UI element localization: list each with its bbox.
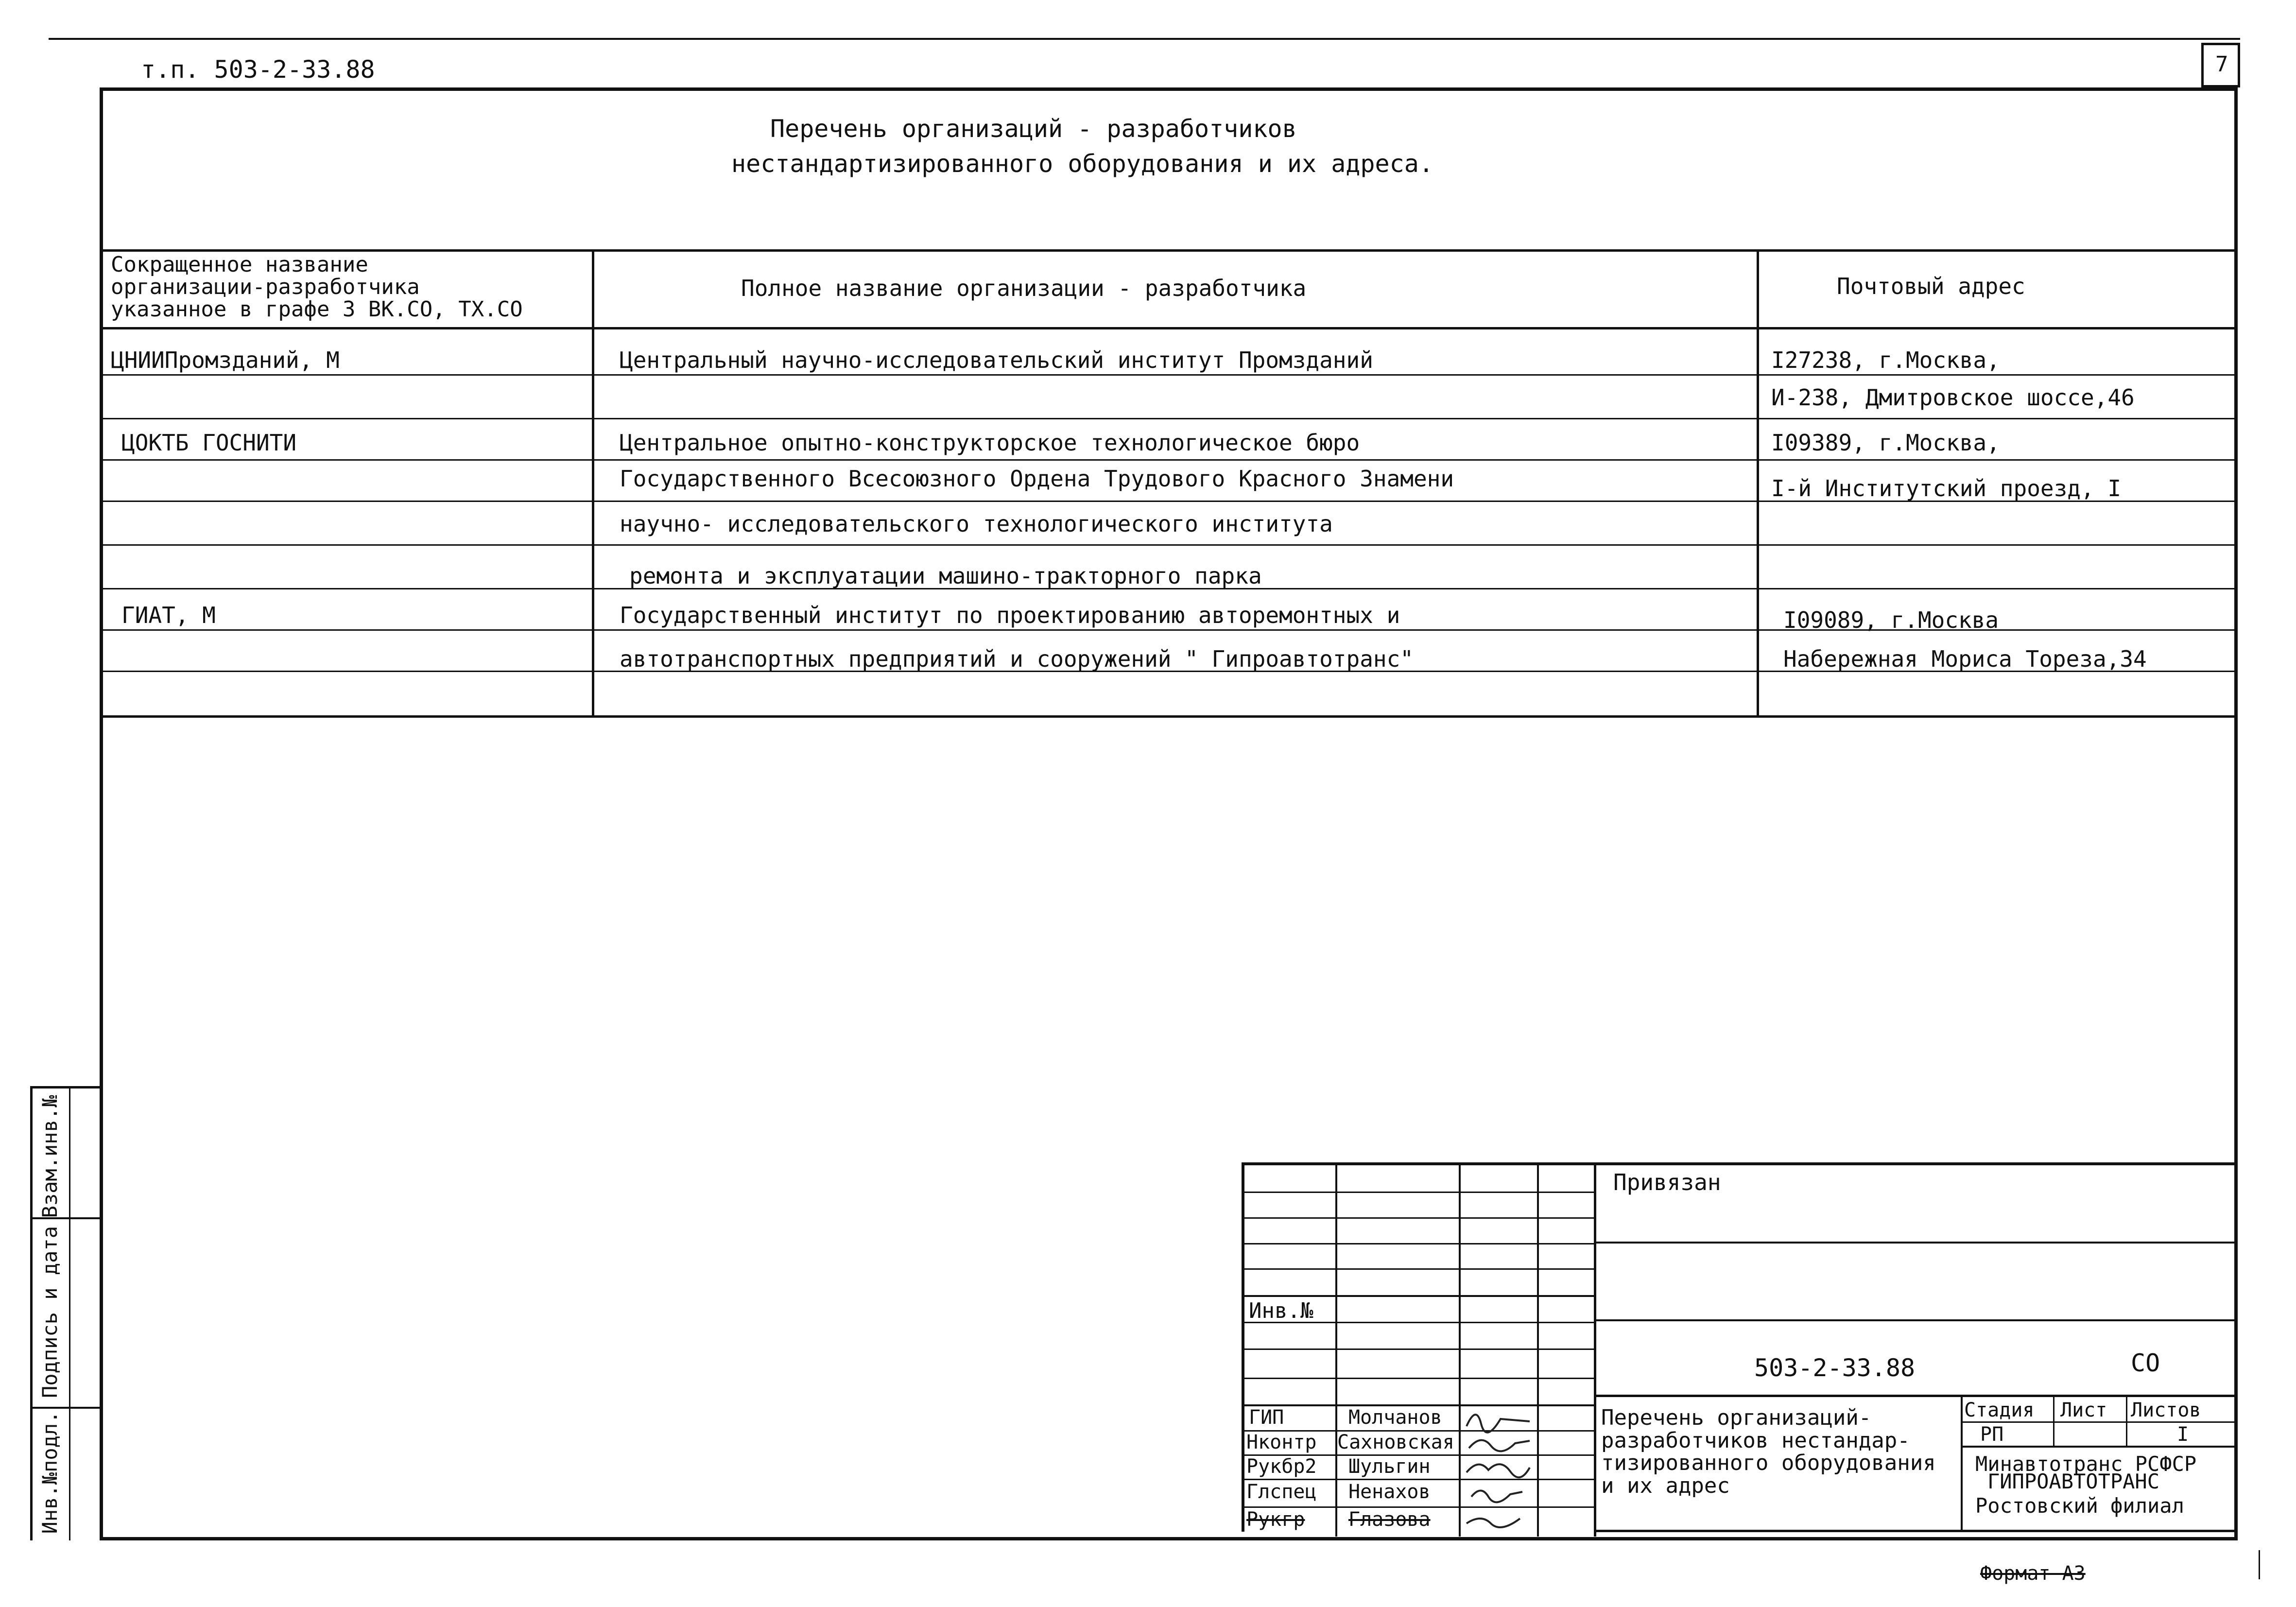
description-line: и их адрес [1601,1473,1730,1498]
tb-row-line [1242,1479,1594,1480]
row-2-address: И-238, Дмитровское шоссе,46 [1771,384,2135,411]
document-code: т.п. 503-2-33.88 [141,55,375,84]
row-3-short: ЦОКТБ ГОСНИТИ [121,430,297,456]
role-gip: ГИП [1249,1406,1284,1429]
tb-vertical-main [1594,1162,1596,1537]
role-rukgr: Рукгр [1246,1508,1305,1531]
org-line-3: Ростовский филиал [1975,1494,2184,1518]
side-stamp-divider [30,1407,100,1409]
tb-row-line [1242,1243,1594,1244]
row-7-full: Государственный институт по проектированию авторемонтных и [620,602,1400,628]
header-short-line: Сокращенное название [111,252,368,277]
row-line [100,459,2238,461]
row-4-address: I-й Институтский проезд, I [1771,475,2122,501]
tb-row-line [1242,1217,1594,1219]
stage-value: РП [1980,1423,2004,1446]
row-3-full: Центральное опытно-конструкторское технологическое бюро [620,430,1360,456]
side-label-inventory: Инв.№подл. [38,1411,62,1534]
tb-right-line [1594,1395,2238,1397]
doc-code: 503-2-33.88 [1754,1354,1916,1382]
tb-row-line [1242,1295,1594,1297]
row-line [100,544,2238,546]
stage-box-divider [2053,1395,2054,1446]
sheet-header: Лист [2060,1399,2107,1421]
top-rule [49,38,2240,40]
description-line: тизированного оборудования [1601,1451,1936,1476]
sheets-header: Листов [2131,1399,2201,1421]
name-rukbr: Шульгин [1348,1455,1431,1478]
sheet-number: 7 [2215,52,2228,77]
header-short-line: указанное в графе 3 ВК.СО, ТХ.СО [111,297,523,322]
signatures-graphic [1462,1400,1535,1531]
header-full-name: Полное название организации - разработчика [741,275,1307,301]
row-6-full: ремонта и эксплуатации машино-тракторного парка [629,563,1262,589]
stage-box-line [1961,1446,2238,1448]
title-line-1: Перечень организаций - разработчиков [770,115,1297,143]
bound-label: Привязан [1613,1169,1721,1195]
org-line-1: Минавтотранс РСФСР [1975,1452,2197,1476]
name-gip: Молчанов [1348,1406,1442,1429]
row-5-full: научно- исследовательского технологического института [620,511,1333,537]
doc-mark: СО [2131,1349,2160,1377]
margin-tick [2259,1550,2260,1579]
doc-description [1601,1407,1936,1498]
tb-right-line [1594,1319,2238,1321]
row-8-address: Набережная Мориса Тореза,34 [1783,646,2147,672]
description-line: Перечень организаций- [1601,1405,1872,1430]
header-short-name [111,254,523,321]
name-rukgr: Глазова [1348,1508,1431,1531]
row-8-full: автотранспортных предприятий и сооружений " Гипроавтотранс" [620,646,1414,672]
row-7-address: I09089, г.Москва [1783,607,1999,633]
description-line: разработчиков нестандар- [1601,1428,1910,1453]
sheets-value: I [2177,1423,2189,1446]
header-bottom-border [100,327,2238,329]
side-label-replacement: Взам.инв.№ [38,1095,62,1218]
row-1-address: I27238, г.Москва, [1771,347,2000,373]
column-divider [592,249,594,717]
role-glspec: Глспец [1246,1481,1317,1503]
stage-box-divider [1961,1395,1963,1531]
stage-box-line [1961,1421,2238,1423]
stage-box-divider [2126,1395,2127,1446]
org-line-2: ГИПРОАВТОТРАНС [1987,1469,2160,1493]
side-stamp-inner-divider [69,1086,70,1540]
row-line [100,418,2238,419]
side-stamp-top-border [30,1086,100,1089]
tb-row-line [1242,1506,1594,1508]
sheet-number-box [2201,43,2240,87]
tb-right-line [1594,1530,2238,1532]
name-glspec: Ненахов [1348,1481,1431,1503]
row-1-short: ЦНИИПромзданий, М [111,347,340,373]
row-1-full: Центральный научно-исследовательский институт Промзданий [620,347,1373,373]
format-label: Формат А3 [1980,1562,2086,1585]
tb-row-line [1242,1378,1594,1379]
tb-right-line [1594,1242,2238,1244]
role-nkontr: Нконтр [1246,1431,1317,1453]
title-line-2: нестандартизированного оборудования и их адреса. [731,150,1433,178]
row-7-short: ГИАТ, М [121,602,216,628]
column-divider [1757,249,1759,717]
tb-row-line [1242,1268,1594,1270]
header-short-line: организации-разработчика [111,275,420,300]
name-nkontr: Сахновская [1337,1431,1454,1453]
tb-row-line [1242,1348,1594,1350]
table-top-border [100,249,2238,252]
side-stamp-left-border [30,1086,33,1540]
side-label-signature: Подпись и дата [38,1226,62,1399]
tb-row-line [1242,1192,1594,1193]
stage-header: Стадия [1964,1399,2035,1421]
header-address: Почтовый адрес [1837,273,2025,299]
row-line [100,374,2238,376]
role-rukbr: Рукбр2 [1246,1455,1317,1478]
table-bottom-border [100,715,2238,718]
row-4-full: Государственного Всесоюзного Ордена Трудового Красного Знамени [620,466,1454,492]
row-3-address: I09389, г.Москва, [1771,430,2000,456]
inventory-label: Инв.№ [1249,1298,1313,1323]
